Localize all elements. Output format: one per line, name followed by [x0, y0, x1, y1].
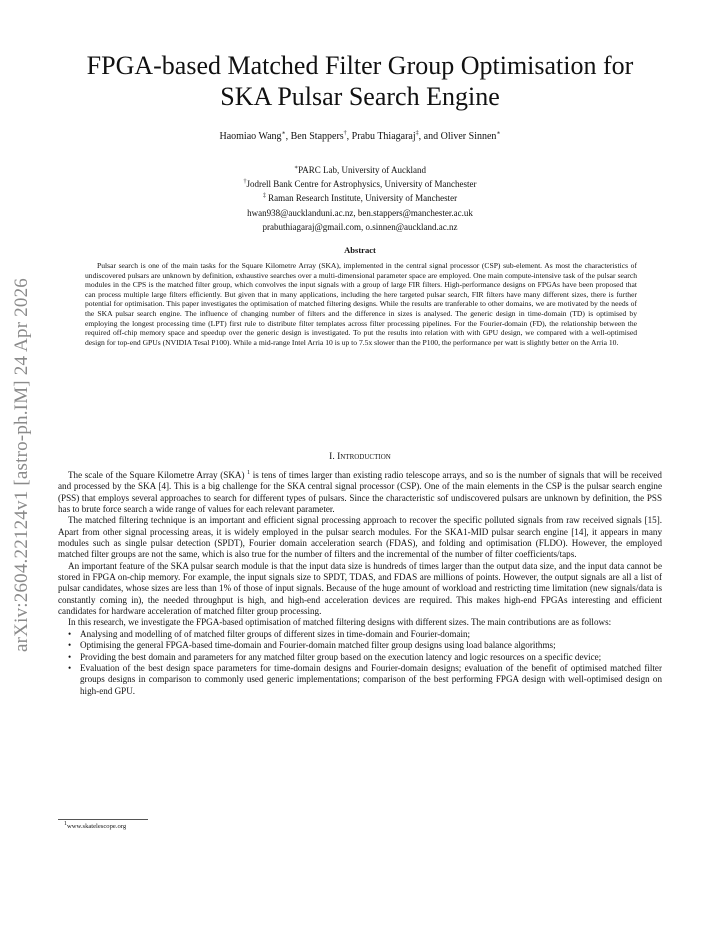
author-name: Haomiao Wang	[219, 131, 282, 142]
author-separator: ,	[285, 131, 291, 142]
arxiv-identifier: arXiv:2604.22124v1 [astro-ph.IM] 24 Apr 2026	[11, 278, 33, 652]
affiliation-text: Raman Research Institute, University of Manchester	[265, 193, 458, 204]
paragraph-text: is tens of times larger than existing radio telescope arrays, and so is the number of signals that will be received and processed by the SKA [4]. This is a big challenge for the SKA central signal processor (CSP). One of the main elements in the CSP is the pulsar search engine (PSS) that employs several approaches to search for different types of pulsars. Since the characteristic sof undiscovered pulsars are unknown by definition, the PSS has to brute force search a wide range of values for each relevant parameter.	[58, 470, 662, 515]
list-item: • Analysing and modelling of of matched filter groups of different sizes in time-domain and Fourier-domain;	[80, 629, 662, 640]
author-name: Ben Stappers	[290, 131, 344, 142]
paragraph-text: The scale of the Square Kilometre Array (SKA)	[68, 470, 248, 480]
affiliation-mark: ∗	[294, 165, 299, 171]
affiliation-text: Jodrell Bank Centre for Astrophysics, University of Manchester	[246, 179, 477, 190]
footnote-ref: 1	[247, 469, 251, 476]
paper-title: FPGA-based Matched Filter Group Optimisation for SKA Pulsar Search Engine	[86, 51, 634, 111]
abstract-heading: Abstract	[344, 245, 376, 255]
affiliation-block	[58, 163, 662, 234]
introduction-body	[58, 470, 662, 697]
affiliation-mark: †	[243, 179, 247, 186]
author-mark: ‡	[415, 130, 419, 137]
affiliation-line	[58, 177, 662, 191]
affiliation-mark: ‡	[262, 193, 266, 200]
email-line: hwan938@aucklanduni.ac.nz, ben.stappers@manchester.ac.uk	[247, 207, 473, 218]
arxiv-sidebar-stamp	[0, 230, 44, 700]
author-name: Oliver Sinnen	[440, 131, 497, 142]
author-mark: ∗	[496, 130, 501, 137]
footnote	[64, 820, 127, 830]
author-separator: , and	[418, 131, 441, 142]
paragraph: In this research, we investigate the FPGA-based optimisation of matched filtering designs with different sizes. The main contributions are as follows:	[68, 617, 612, 628]
author-list	[58, 131, 662, 142]
author-name: Prabu Thiagaraj	[351, 131, 416, 142]
footnote-mark: 1	[64, 820, 67, 827]
paragraph	[58, 470, 662, 515]
section-heading-introduction: I. Introduction	[329, 452, 391, 462]
list-item: • Evaluation of the best design space parameters for time-domain designs and Fourier-domain designs; evaluation of the benefit of optimised matched filter groups designs in comparison to commonly used generic implementations; comparison of the best performing FPGA design with well-optimised design on high-end GPU.	[80, 663, 662, 697]
paragraph: The matched filtering technique is an important and efficient signal processing approach to recover the specific polluted signals from raw received signals [15]. Apart from other signal processing areas, it is widely employed in the pulsar search modules. For the SKA1-MID pulsar search engine [14], it appears in many modules such as single pulsar detection (SPDT), Fourier domain acceleration search (FDAS), and folding and optimisation (FLDO). However, the employed matched filter groups are not the same, which is also true for the number of filters and the incremental of the number of filter coefficients/taps.	[58, 515, 662, 560]
affiliation-line	[58, 191, 662, 205]
footnote-divider	[58, 819, 148, 820]
email-line: prabuthiagaraj@gmail.com, o.sinnen@auckland.ac.nz	[262, 221, 458, 232]
affiliation-text: PARC Lab, University of Auckland	[298, 165, 426, 175]
list-item: • Providing the best domain and parameters for any matched filter group based on the execution latency and logic resources on a specific device;	[80, 652, 662, 663]
author-separator: ,	[346, 131, 352, 142]
list-item: • Optimising the general FPGA-based time-domain and Fourier-domain matched filter group designs using load balance algorithms;	[80, 640, 662, 651]
author-mark: ∗	[281, 130, 286, 137]
affiliation-line	[58, 163, 662, 177]
abstract-text: Pulsar search is one of the main tasks for the Square Kilometre Array (SKA), implemented in the central signal processor (CSP) sub-element. As most the characteristics of undiscovered pulsars are unknown by definition, exhaustive searches over a multi-dimensional parameter space are employed. One main compute-intensive task of the pulsar search modules in the CPS is the matched filter group, which convolves the input signals with a group of large FIR filters. High-performance designs on FPGAs have been proposed that can process multiple large filters efficiently. But given that in many applications, including the here targeted pulsar search, FIR filters have many different sizes, there is further potential for optimisation. This paper investigates the optimisation of matched filtering designs. While the results are tranferable to other domains, we are motivated by the needs of the SKA pulsar search engine. The influence of changing number of filters and the difference in sizes is analysed. The generic design in time-domain (TD) is optimised by employing the longest processing time (LPT) first rule to distribute filter templates across filter processing pipelines. For the Fourier-domain (FD), the relationship between the required off-chip memory space and speedup over the generic design is investigated. To put the results into relation with with GPU design, we compared with a well-optimised design for top-end GPUs (NVIDIA Tesal P100). While a mid-range Intel Arria 10 is up to 7.5x slower than the P100, the performance per watt is slightly better on the Arria 10.	[85, 261, 637, 347]
footnote-text: www.skatelescope.org	[67, 823, 127, 830]
paragraph: An important feature of the SKA pulsar search module is that the input data size is hundreds of times larger than the output data size, and the input data cannot be stored in FPGA on-chip memory. For example, the input signals size to SPDT, TDAS, and FDAS are millions of points. However, the output signals are all a list of pulsar candidates, whose sizes are less than 1% of those of input signals. Because of the huge amount of workload and restricting time limitation (new signals/data is constantly coming in), the needed throughput is high, and high-end acceleration devices are required. This makes high-end FPGAs interesting and efficient candidates for hardware acceleration of matched filter group processing.	[58, 560, 662, 617]
contribution-list	[58, 629, 662, 697]
author-mark: †	[343, 130, 347, 137]
